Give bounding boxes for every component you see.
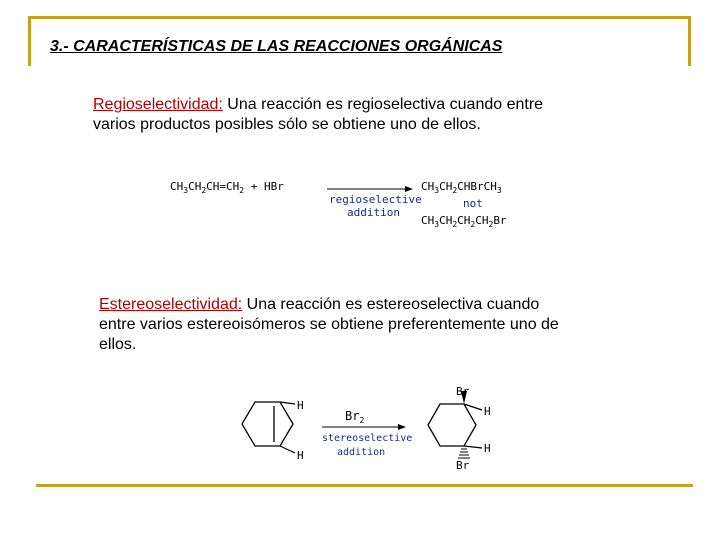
- frame-top-rule: [28, 16, 691, 19]
- regio-minor-product: [421, 214, 507, 229]
- sub-3: 3: [434, 220, 440, 230]
- slide-title: 3.- CARACTERÍSTICAS DE LAS REACCIONES ORGÁNICAS: [50, 38, 503, 55]
- product-chbrch: CHBrCH: [457, 180, 497, 193]
- h-right-top-label: H: [484, 405, 491, 418]
- h-bottom-label: H: [297, 449, 304, 462]
- br-top-label: Br: [456, 385, 470, 398]
- reactant-hbr: + HBr: [244, 180, 284, 193]
- stereo-arrow-head: [398, 424, 406, 430]
- regio-definition: [93, 95, 543, 135]
- reagent-sub: 2: [359, 416, 365, 425]
- minor-ch2-a: CH: [439, 214, 453, 227]
- sub-3: 3: [434, 186, 440, 196]
- stereo-term: Estereoselectividad:: [99, 296, 243, 313]
- sub-3: 3: [183, 186, 189, 196]
- stereo-label-bottom: addition: [337, 447, 386, 458]
- stereo-reaction-diagram: [220, 382, 520, 474]
- minor-ch2-c: CH: [475, 214, 489, 227]
- stereo-line3: ellos.: [99, 336, 137, 353]
- regio-label-bottom: addition: [347, 206, 400, 219]
- sub-2: 2: [452, 220, 458, 230]
- reactant-alkene: CH=CH: [206, 180, 240, 193]
- regio-label-top: regioselective: [329, 193, 422, 206]
- reactant-ch: CH: [170, 180, 184, 193]
- sub-2: 2: [452, 186, 458, 196]
- cyclohexene-ring: [242, 402, 293, 446]
- h-right-bottom-label: H: [484, 442, 491, 455]
- regio-reactants: [170, 180, 284, 195]
- bond-h-right-bottom: [464, 446, 482, 448]
- stereo-line2: entre varios estereoisómeros se obtiene preferentemente uno de: [99, 316, 559, 333]
- stereo-label-top: stereoselective: [322, 433, 413, 444]
- sub-2: 2: [470, 220, 476, 230]
- hash-br-bottom: [458, 449, 470, 458]
- bond-h-bottom: [280, 446, 295, 453]
- br-bottom-label: Br: [456, 459, 470, 472]
- product-ch: CH: [421, 180, 435, 193]
- sub-2: 2: [201, 186, 207, 196]
- regio-not-label: not: [463, 197, 483, 210]
- minor-ch2-b: CH: [457, 214, 471, 227]
- frame-bottom-rule: [36, 484, 693, 487]
- regio-line2: varios productos posibles sólo se obtiene uno de ellos.: [93, 116, 481, 133]
- stereo-definition: [99, 295, 559, 355]
- sub-2: 2: [239, 186, 245, 196]
- frame-left-rule: [28, 16, 31, 66]
- regio-line1: Una reacción es regioselectiva cuando entre: [222, 96, 544, 113]
- minor-br: Br: [493, 214, 507, 227]
- sub-2: 2: [488, 220, 494, 230]
- product-ch2: CH: [439, 180, 453, 193]
- cyclohexane-ring: [428, 404, 476, 446]
- minor-ch: CH: [421, 214, 435, 227]
- sub-3: 3: [496, 186, 502, 196]
- regio-major-product: [421, 180, 502, 195]
- reagent-label: [345, 409, 364, 425]
- h-top-label: H: [297, 399, 304, 412]
- stereo-line1: Una reacción es estereoselectiva cuando: [242, 296, 540, 313]
- frame-right-rule: [688, 16, 691, 66]
- reagent-br: Br: [345, 409, 360, 423]
- bond-h-top: [280, 402, 295, 404]
- reactant-ch2: CH: [188, 180, 202, 193]
- regio-term: Regioselectividad:: [93, 96, 223, 113]
